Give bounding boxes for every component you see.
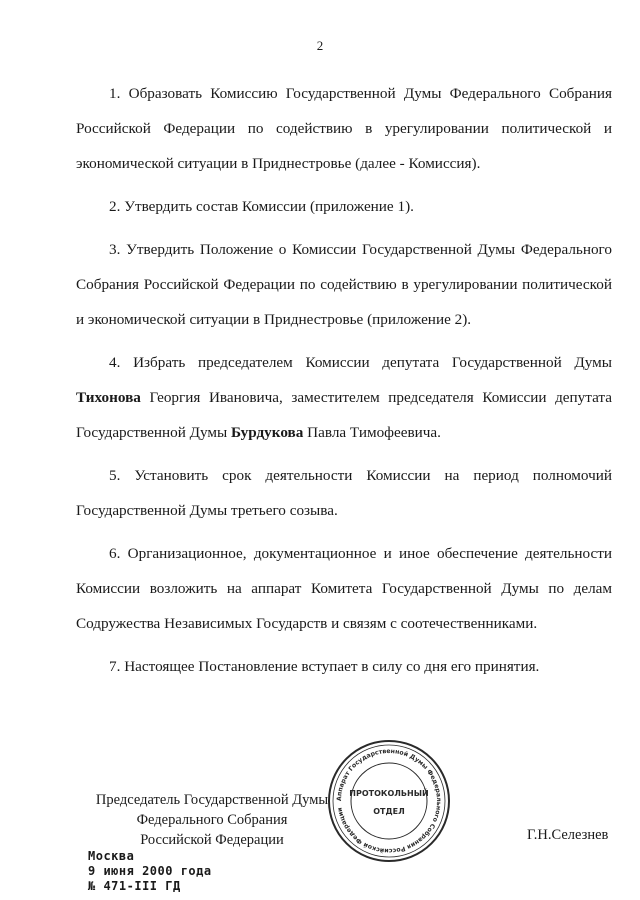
paragraph-4-text-3: Павла Тимофеевича.: [303, 424, 441, 441]
paragraph-4: [76, 345, 612, 450]
paragraph-1: 1. Образовать Комиссию Государственной Думы Федерального Собрания Российской Федерации по содействию в урегулировании политической и экономической ситуации в Приднестровье (далее - Комиссия).: [76, 85, 612, 172]
stamp-center-bottom: ОТДЕЛ: [373, 807, 405, 816]
signature-title-line-1: Председатель Государственной Думы: [95, 792, 329, 808]
paragraph-5: 5. Установить срок деятельности Комиссии на период полномочий Государственной Думы третьего созыва.: [76, 467, 612, 519]
stamp-ring-text: Аппарат Государственной Думы Федерального Собрания Российской Федерации: [335, 747, 443, 855]
deputy-name-chairman: Тихонова: [76, 389, 141, 406]
page-number: 2: [316, 38, 324, 53]
footer-place: Москва: [88, 849, 135, 863]
paragraph-2: 2. Утвердить состав Комиссии (приложение 1).: [109, 198, 414, 215]
signature-title-line-2: Федерального Собрания: [136, 812, 288, 828]
paragraph-7: 7. Настоящее Постановление вступает в силу со дня его принятия.: [109, 658, 540, 675]
signature-block: [82, 790, 342, 850]
paragraph-3: 3. Утвердить Положение о Комиссии Государственной Думы Федерального Собрания Российской Федерации по содействию в урегулировании политической и экономической ситуации в Приднестровье (приложение 2).: [76, 241, 612, 328]
signatory-name: Г.Н.Селезнев: [527, 827, 609, 843]
document-body: [76, 76, 612, 692]
footer-date: 9 июня 2000 года: [88, 864, 212, 878]
paragraph-6: 6. Организационное, документационное и иное обеспечение деятельности Комиссии возложить на аппарат Комитета Государственной Думы по делам Содружества Независимых Государств и связям с соотечественниками.: [76, 545, 612, 632]
paragraph-4-text-1: 4. Избрать председателем Комиссии депутата Государственной Думы: [109, 354, 612, 371]
footer-number: № 471-III ГД: [88, 879, 181, 893]
document-footer: [88, 849, 212, 894]
official-stamp: [324, 736, 454, 866]
stamp-center-top: ПРОТОКОЛЬНЫЙ: [349, 789, 429, 798]
paragraph-4-text-2: Георгия Ивановича, заместителем председателя Комиссии депутата Государственной Думы: [76, 389, 612, 441]
deputy-name-vice-chairman: Бурдукова: [231, 424, 304, 441]
signature-title-line-3: Российской Федерации: [140, 832, 284, 848]
